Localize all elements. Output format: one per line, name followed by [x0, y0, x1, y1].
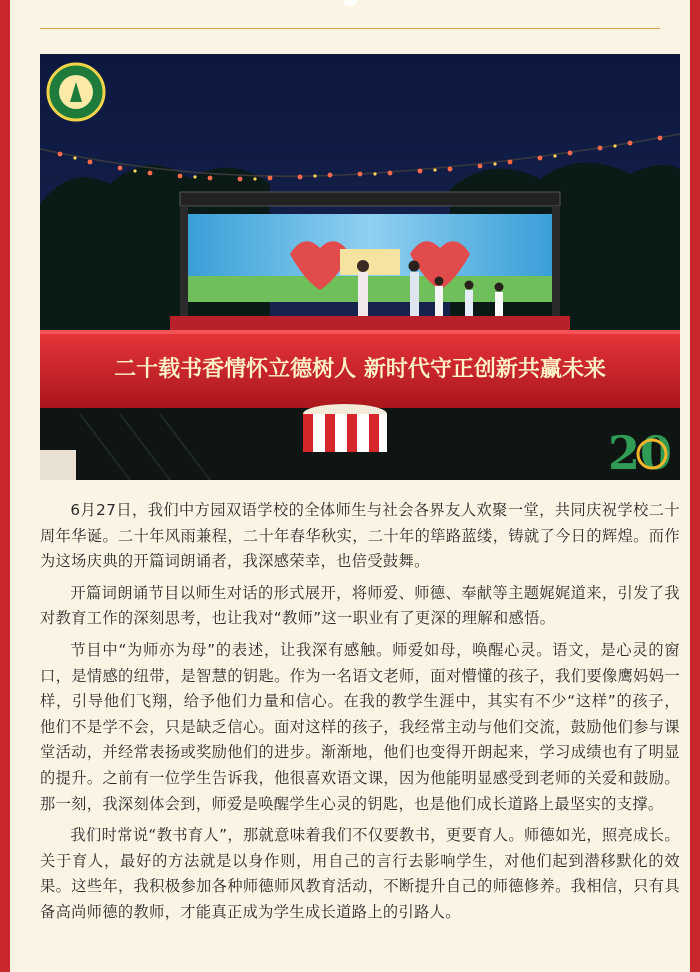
- paragraph: 我们时常说“教书育人”，那就意味着我们不仅要教书，更要育人。师德如光，照亮成长。关于育人，最好的方法就是以身作则，用自己的言行去影响学生，对他们起到潜移默化的效果。这些年，我积极参加各种师德师风教育活动，不断提升自己的师德修养。我相信，只有具备高尚师德的教师，才能真正成为学生成长道路上的引路人。: [40, 826, 680, 921]
- banner-text: 二十载书香情怀立德树人 新时代守正创新共赢未来: [114, 356, 606, 382]
- paragraph: 节目中“为师亦为母”的表述，让我深有感触。师爱如母，唤醒心灵。语文，是心灵的窗口，是情感的纽带，是智慧的钥匙。作为一名语文老师，面对懵懂的孩子，我们要像鹰妈妈一样，引导他们飞翔，给予他们力量和信心。在我的教学生涯中，其实有不少“这样”的孩子，他们不是学不会，只是缺乏信心。面对这样的孩子，我经常主动与他们交流，鼓励他们参与课堂活动，并经常表扬或奖励他们的进步。渐渐地，他们也变得开朗起来，学习成绩也有了明显的提升。之前有一位学生告诉我，他很喜欢语文课，因为他能明显感受到老师的关爱和鼓励。那一刻，我深刻体会到，师爱是唤醒学生心灵的钥匙，也是他们成长道路上最坚实的支撑。: [40, 640, 680, 813]
- anniversary-logo-icon: [608, 426, 672, 480]
- stage-scene: [40, 54, 680, 480]
- school-logo-icon: [48, 64, 104, 120]
- divider-line: [40, 28, 660, 29]
- page-frame: [10, 0, 690, 972]
- celebration-photo: [40, 54, 680, 480]
- article-body: [40, 498, 680, 932]
- paragraph: 6月27日，我们中方园双语学校的全体师生与社会各界友人欢聚一堂，共同庆祝学校二十周年华诞。二十年风雨兼程，二十年春华秋实，二十年的筚路蓝缕，铸就了今日的辉煌。而作为这场庆典的开篇词朗诵者，我深感荣幸，也倍受鼓舞。: [40, 501, 680, 571]
- svg-text:20: 20: [607, 426, 673, 480]
- top-ornament: [343, 0, 357, 6]
- paragraph: 开篇词朗诵节目以师生对话的形式展开，将师爱、师德、奉献等主题娓娓道来，引发了我对教育工作的深刻思考，也让我对“教师”这一职业有了更深的理解和感悟。: [40, 583, 680, 628]
